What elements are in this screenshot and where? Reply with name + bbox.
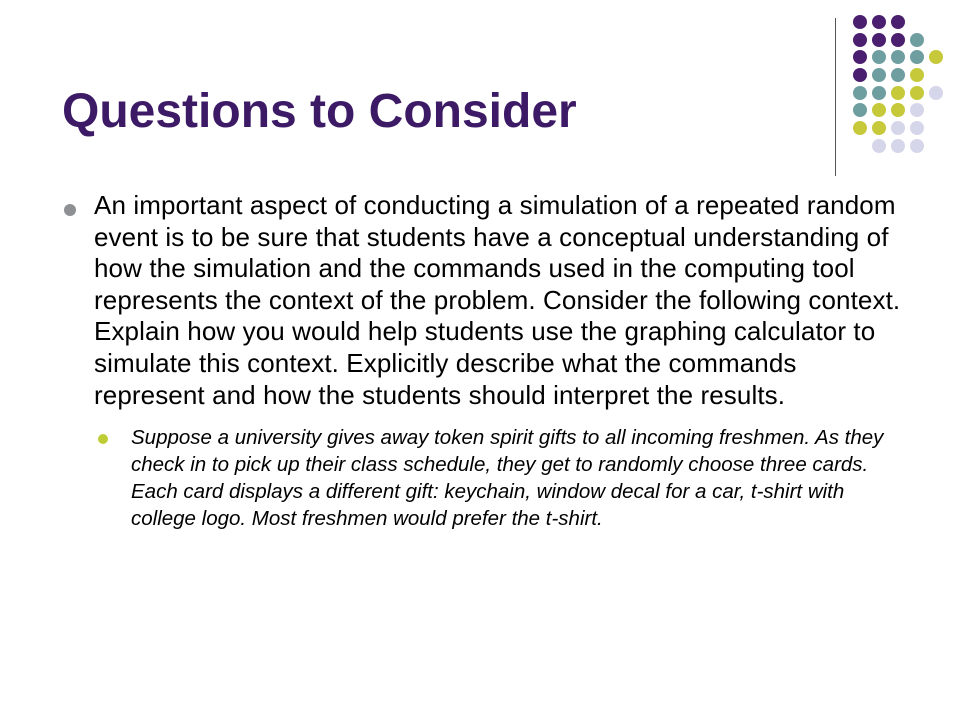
dot — [872, 121, 886, 135]
dot — [872, 86, 886, 100]
dot — [891, 33, 905, 47]
dot — [891, 50, 905, 64]
slide-title: Questions to Consider — [62, 85, 577, 138]
dot — [891, 86, 905, 100]
dot — [872, 33, 886, 47]
dot — [872, 50, 886, 64]
dot — [891, 103, 905, 117]
dot — [872, 68, 886, 82]
dot — [891, 139, 905, 153]
dot — [872, 103, 886, 117]
dot — [853, 15, 867, 29]
dot — [853, 50, 867, 64]
title-divider-line — [835, 18, 836, 176]
bullet-text: An important aspect of conducting a simulation of a repeated random event is to be sure that students have a conceptual understanding of how the simulation and the commands used in the computing tool represents the context of the problem. Consider the following context. Explain how you would help students use the graphing calculator to simulate this context. Explicitly describe what the commands represent and how the students should interpret the results. — [94, 190, 901, 410]
sub-bullet-item — [94, 425, 912, 532]
bullet-list — [62, 190, 912, 532]
dot — [853, 68, 867, 82]
dot — [910, 121, 924, 135]
dot — [910, 86, 924, 100]
dot — [872, 15, 886, 29]
dot — [853, 86, 867, 100]
dot — [910, 68, 924, 82]
dot — [853, 33, 867, 47]
bullet-item — [62, 190, 912, 532]
dot — [853, 103, 867, 117]
dot — [910, 103, 924, 117]
sub-bullet-dot-icon — [98, 434, 108, 444]
dot — [929, 86, 943, 100]
dot — [910, 33, 924, 47]
sub-bullet-text: Suppose a university gives away token spirit gifts to all incoming freshmen. As they check in to pick up their class schedule, they get to randomly choose three cards. Each card displays a different gift: keychain, window decal for a car, t-shirt with college logo. Most freshmen would prefer the t-shirt. — [131, 426, 884, 530]
dot — [891, 121, 905, 135]
dot — [891, 15, 905, 29]
dot — [910, 50, 924, 64]
dot — [853, 121, 867, 135]
dot — [929, 50, 943, 64]
dot — [872, 139, 886, 153]
bullet-dot-icon — [64, 204, 76, 216]
sub-bullet-list — [94, 425, 912, 532]
dot — [891, 68, 905, 82]
dot — [910, 139, 924, 153]
